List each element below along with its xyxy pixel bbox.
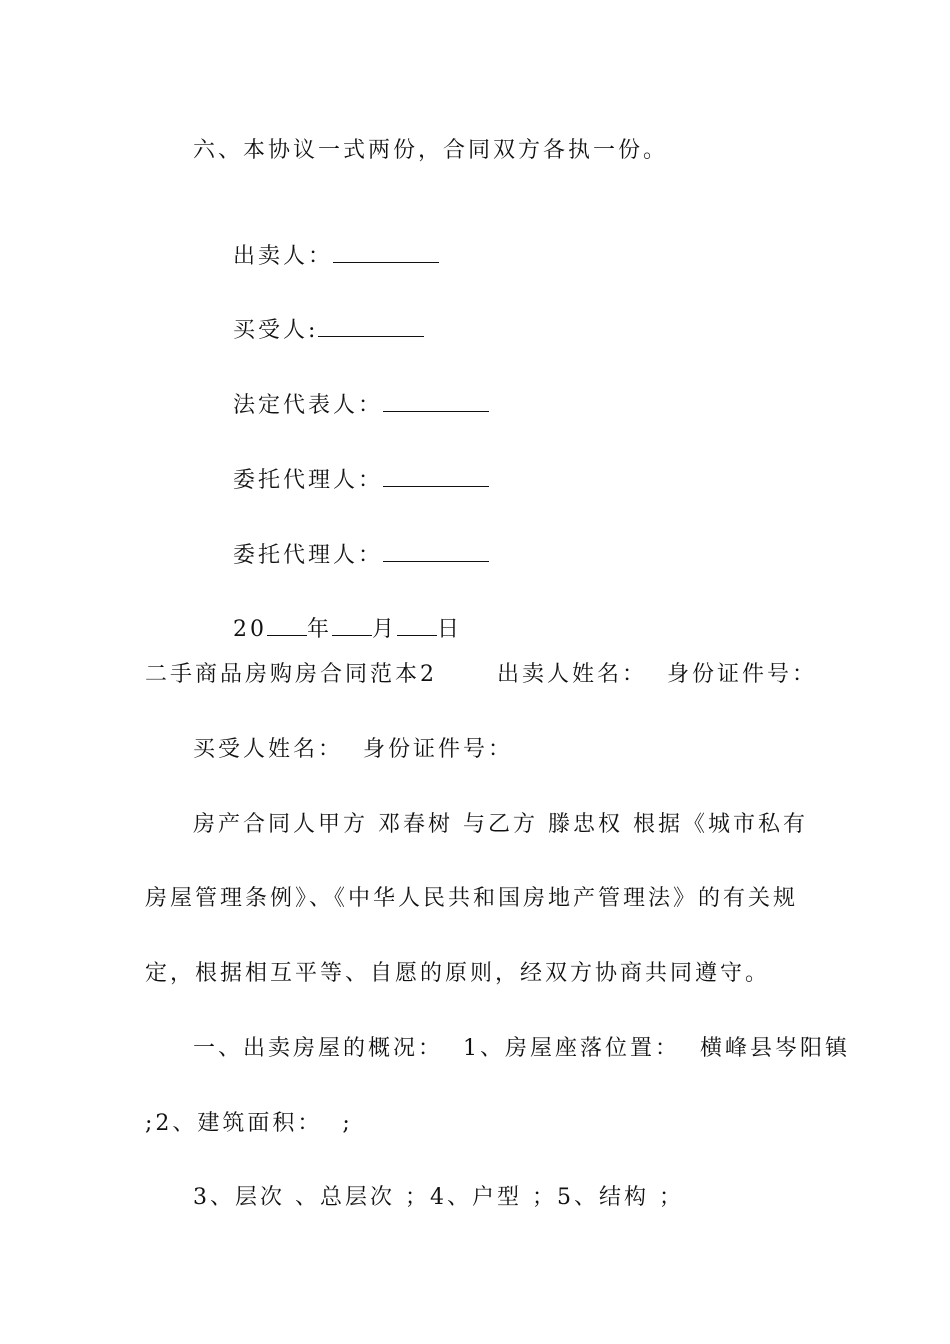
- date-day-char: 日: [437, 617, 463, 642]
- buyer-info-line: 买受人姓名： 身份证件号：: [193, 737, 513, 762]
- day-blank: [397, 617, 437, 636]
- paragraph-line-3: 定，根据相互平等、自愿的原则，经双方协商共同遵守。: [145, 961, 771, 986]
- month-blank: [332, 617, 372, 636]
- date-year-prefix: 20: [232, 617, 267, 642]
- date-month-char: 月: [372, 617, 398, 642]
- seller-label: 出卖人：: [232, 244, 333, 269]
- date-year-char: 年: [306, 617, 332, 642]
- seller-blank: [333, 244, 439, 263]
- agent-label-1: 委托代理人：: [232, 468, 383, 493]
- buyer-label: 买受人:: [232, 318, 319, 343]
- floor-structure-line: 3、层次 、总层次 ；4、户型 ；5、结构 ；: [193, 1185, 684, 1210]
- paragraph-line-1: 房产合同人甲方 邓春树 与乙方 滕忠权 根据《城市私有: [193, 812, 808, 837]
- legal-rep-blank: [383, 393, 489, 412]
- clause-six: 六、本协议一式两份，合同双方各执一份。: [193, 138, 669, 163]
- contract-title-line: 二手商品房购房合同范本2 出卖人姓名： 身份证件号：: [145, 662, 817, 687]
- property-overview-line: 一、出卖房屋的概况： 1、房屋座落位置： 横峰县岑阳镇: [193, 1036, 850, 1061]
- buyer-blank: [318, 318, 424, 337]
- year-blank: [267, 617, 307, 636]
- paragraph-line-2: 房屋管理条例》、《中华人民共和国房地产管理法》的有关规: [145, 886, 799, 911]
- legal-rep-label: 法定代表人：: [232, 393, 383, 418]
- agent-blank-2: [383, 543, 489, 562]
- agent-blank-1: [383, 468, 489, 487]
- agent-label-2: 委托代理人：: [232, 543, 383, 568]
- building-area-line: ;2、建筑面积： ;: [145, 1111, 353, 1136]
